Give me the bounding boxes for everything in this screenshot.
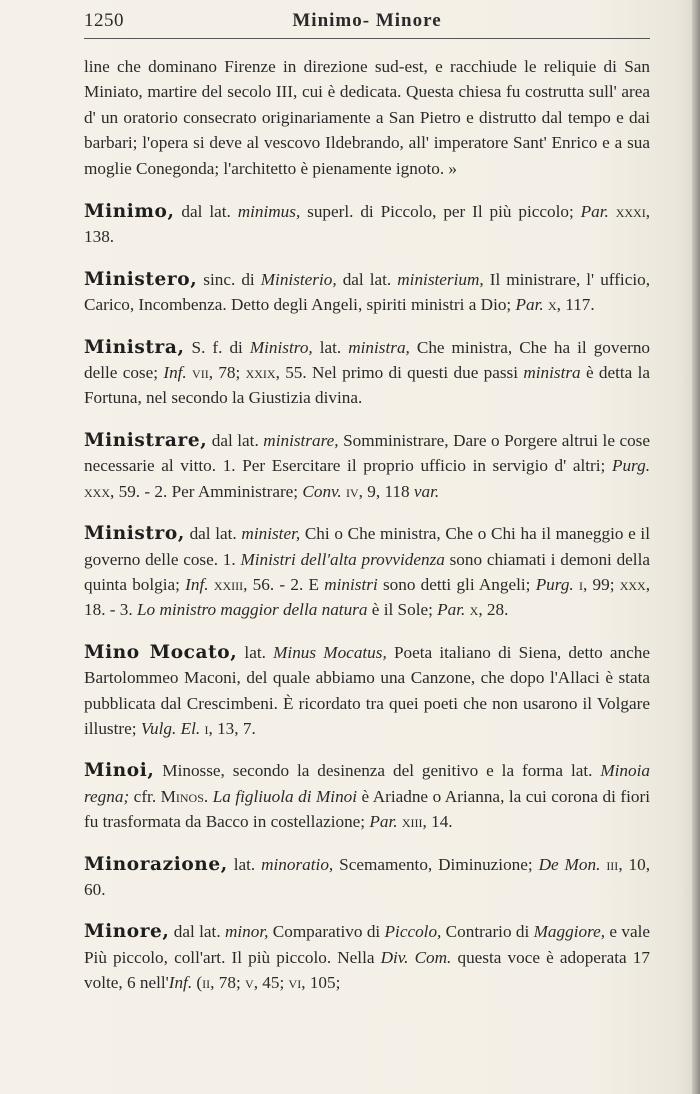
entry-text: line che dominano Firenze in direzione sud-est, e racchiude le reliquie di San Miniato, martire del secolo III, cui è dedicata. Questa chiesa fu costrutta sull' area d' un oratorio consecrato originariamente a San Pietro e distrutto dal tempo e dai barbari; l'opera si deve al vescovo Ildebrando, all' imperatore Sant' Enrico e a sua moglie Conegonda; l'architetto è pienamente ignoto. » [84, 57, 650, 178]
entry-text: , 18. - 3. [84, 574, 651, 620]
entry-text: , 117. [556, 295, 595, 315]
italic-text: minister, [241, 524, 301, 544]
entry-text: sono detti gli Angeli; [377, 574, 536, 594]
entry-text: sinc. di [197, 269, 261, 289]
reference-numeral: xxx [619, 574, 646, 594]
reference-numeral: i [204, 718, 209, 738]
entry-text: è il Sole; [367, 600, 438, 620]
entry-text: , 28. [478, 600, 509, 620]
entry-text: Il ministrare, l' ufficio, Carico, Incombenza. Detto degli Angeli, spiriti ministri a Dio; [84, 269, 650, 315]
italic-text: Ministro, [249, 337, 313, 357]
dictionary-entry [84, 758, 650, 834]
reference-numeral: xxx [84, 481, 110, 501]
reference-numeral: x [469, 600, 479, 620]
entry-headword: Minoi, [84, 760, 155, 782]
continued-paragraph [84, 54, 650, 181]
entry-text: S. f. di [184, 337, 250, 357]
italic-text: Par. [437, 600, 466, 620]
reference-numeral: xiii [401, 812, 423, 832]
entry-text: dal lat. [169, 922, 225, 942]
entry-text: , 10, 60. [84, 854, 651, 899]
reference-numeral: x [547, 295, 557, 315]
page-number: 1250 [84, 10, 124, 31]
italic-text: Vulg. El. [140, 718, 201, 738]
entry-text: , 56. - 2. E [243, 574, 325, 594]
dictionary-entry [84, 428, 650, 504]
entry-text: dal lat. [184, 524, 242, 544]
entry-text: Poeta italiano di Siena, detto anche Bartolommeo Maconi, del quale abbiamo una Canzone, che dopo l'Allaci è stata pubblicata dal Crescimbeni. È ricordato tra quei poeti che non usarono il Volgare illustre; [84, 642, 650, 738]
italic-text: Purg. [535, 574, 574, 594]
entry-headword: Ministero, [84, 268, 198, 290]
entry-text: lat. [312, 337, 349, 357]
entry-headword: Ministrare, [84, 429, 208, 451]
reference-numeral: i [578, 574, 583, 594]
entry-text: , 105; [301, 973, 341, 993]
dictionary-entry [84, 267, 650, 318]
entry-text: sono chiamati i demoni della quinta bolgia; [84, 549, 650, 594]
entry-text: Somministrare, Dare o Porgere altrui le cose necessarie al vitto. 1. Per Esercitare il proprio ufficio in servigio d' altri; [84, 430, 651, 476]
dictionary-entry [84, 335, 650, 411]
entry-text: , 9, 118 [358, 481, 414, 501]
italic-text: Lo ministro maggior della natura [137, 600, 368, 620]
italic-text: Par. [515, 295, 544, 315]
entry-headword: Ministra, [84, 336, 185, 358]
entry-text: Scemamento, Diminuzione; [333, 854, 539, 874]
italic-text: ministrare, [263, 430, 339, 450]
italic-text: ministri [324, 574, 378, 594]
entry-text: Chi o Che ministra, Che o Chi ha il maneggio e il governo delle cose. 1. [84, 524, 650, 569]
entry-text: , 138. [84, 202, 650, 247]
italic-text: Minus Mocatus, [273, 642, 387, 662]
reference-numeral: xxix [245, 363, 276, 383]
entry-text: è Ariadne o Arianna, la cui corona di fiori fu trasformata da Bacco in costellazione; [84, 786, 650, 832]
italic-text: De Mon. [538, 854, 601, 874]
page-header [84, 8, 650, 36]
italic-text: minoratio, [261, 854, 334, 874]
entry-headword: Mino Mocato, [84, 641, 238, 663]
reference-numeral: iv [346, 481, 359, 501]
reference-numeral: vi [288, 973, 302, 993]
entry-text: , 78; [208, 363, 246, 383]
italic-text: Inf. [163, 363, 187, 383]
entry-text: . [203, 786, 213, 806]
reference-numeral: vii [192, 363, 209, 383]
entry-text: , 13, 7. [208, 718, 256, 738]
entry-text: Minosse, secondo la desinenza del genitivo e la forma lat. [154, 761, 601, 781]
italic-text: minor, [224, 922, 269, 942]
dictionary-entry [84, 919, 650, 995]
entry-headword: Minimo, [84, 201, 175, 223]
italic-text: Par. [580, 202, 609, 222]
reference-numeral: iii [606, 854, 619, 874]
italic-text: Maggiore, [533, 922, 606, 942]
dictionary-entry [84, 640, 650, 742]
entry-text: dal lat. [207, 430, 264, 450]
italic-text: Purg. [611, 456, 650, 476]
italic-text: minimus, [237, 202, 301, 222]
reference-numeral: ii [202, 973, 211, 993]
italic-text: Piccolo, [384, 922, 442, 942]
entry-text: dal lat. [174, 202, 238, 222]
italic-text: ministerium, [397, 269, 484, 289]
dictionary-entry [84, 521, 650, 623]
italic-text: Par. [369, 812, 398, 832]
entry-text: , 59. - 2. Per Amministrare; [110, 481, 303, 501]
entry-text: , 55. Nel primo di questi due passi [275, 363, 524, 383]
italic-text: Conv. [302, 481, 342, 501]
italic-text: Div. Com. [380, 947, 452, 967]
italic-text: Minoia regna; [84, 761, 650, 806]
entry-text: , 45; [253, 973, 289, 993]
entry-text: , 14. [422, 812, 453, 832]
entry-text: dal lat. [336, 269, 398, 289]
italic-text: var. [413, 481, 440, 501]
italic-text: Ministerio, [260, 269, 337, 289]
entry-text: Contrario di [441, 922, 534, 942]
header-rule [84, 38, 650, 39]
entry-headword: Minore, [84, 921, 170, 943]
reference-numeral: xxiii [213, 574, 244, 594]
italic-text: Inf. [168, 973, 193, 993]
reference-numeral: v [245, 973, 254, 993]
entry-text: lat. [237, 642, 274, 662]
entry-text: Che ministra, Che ha il governo delle cose; [84, 337, 651, 383]
page-edge-shadow [692, 0, 700, 1094]
dictionary-entries [84, 54, 650, 1013]
entry-text: , 99; [582, 574, 620, 594]
italic-text: ministra [523, 363, 581, 383]
entry-text: questa voce è adoperata 17 volte, 6 nell' [84, 947, 650, 993]
dictionary-entry [84, 852, 650, 903]
entry-text [609, 202, 616, 221]
entry-text: ( [192, 973, 203, 993]
entry-text: cfr. [129, 786, 161, 806]
dictionary-entry [84, 199, 650, 250]
reference-numeral: xxxi [615, 202, 646, 222]
entry-headword: Ministro, [84, 523, 185, 545]
italic-text: ministra, [348, 337, 410, 357]
entry-text: lat. [227, 854, 262, 874]
entry-headword: Minorazione, [84, 853, 228, 875]
italic-text: La figliuola di Minoi [212, 786, 358, 806]
reference-numeral: Minos [160, 786, 204, 806]
running-head: Minimo- Minore [292, 10, 442, 31]
entry-text: , 78; [210, 973, 246, 993]
entry-text: Comparativo di [268, 922, 385, 942]
entry-text: e vale Più piccolo, coll'art. Il più piccolo. Nella [84, 922, 650, 967]
entry-text: è detta la Fortuna, nel secondo la Giustizia divina. [84, 363, 650, 408]
italic-text: Inf. [185, 574, 209, 594]
italic-text: Ministri dell'alta provvidenza [240, 549, 445, 569]
entry-text: superl. di Piccolo, per Il più piccolo; [300, 202, 581, 222]
